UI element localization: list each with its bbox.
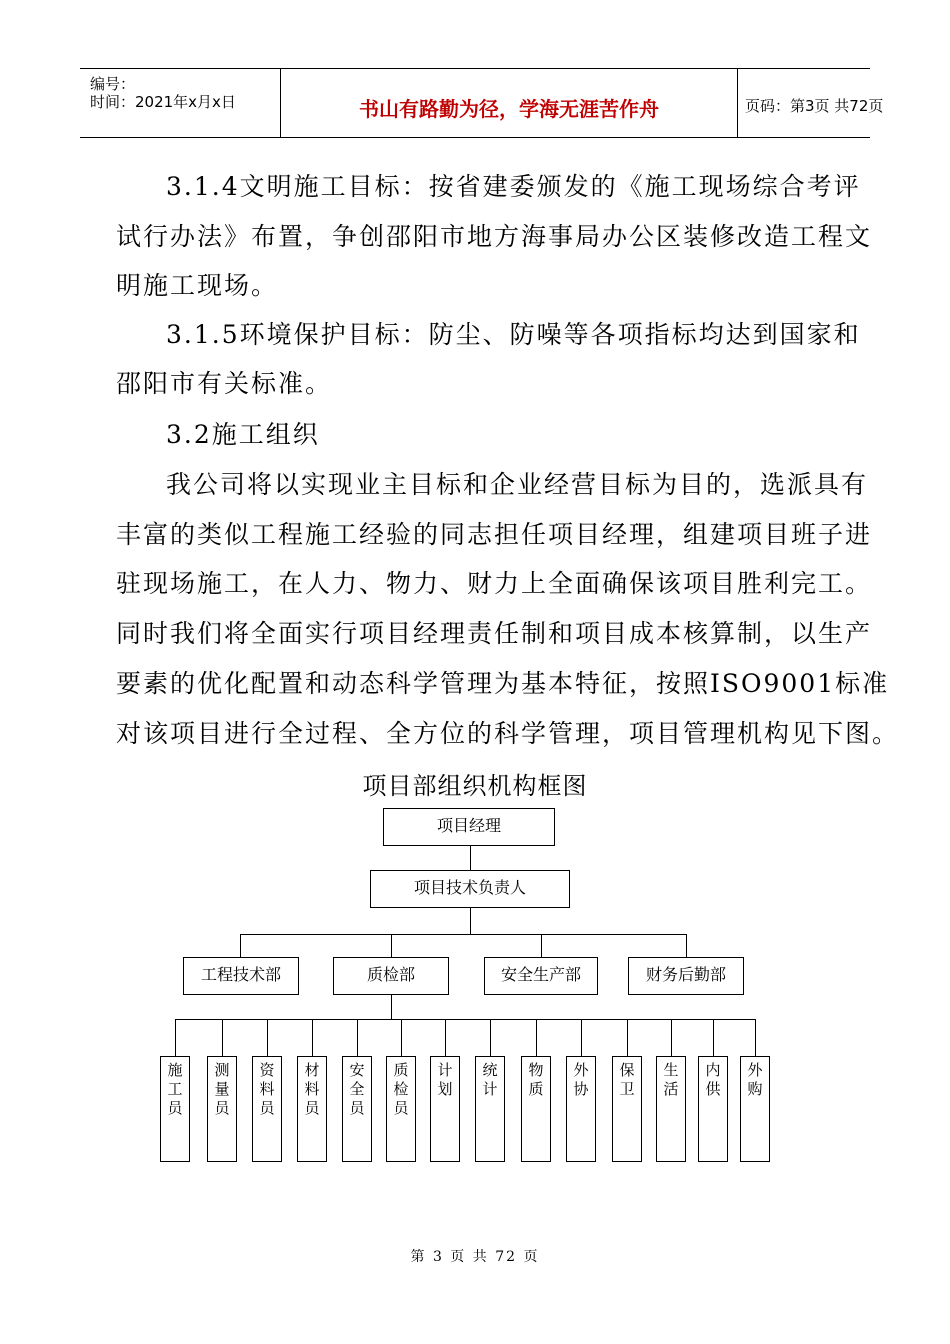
body-line: 3.1.5环境保护目标：防尘、防噪等各项指标均达到国家和 [166,320,861,349]
staff-char: 安 [349,1061,365,1079]
staff-char: 划 [437,1080,453,1098]
staff-char: 材 [304,1061,320,1079]
staff-char: 资 [259,1061,275,1079]
connector-line [713,1019,714,1056]
connector-line [445,1019,446,1056]
header-motto-cell [280,69,738,137]
staff-box [566,1056,596,1162]
org-chart-title: 项目部组织机构框图 [362,772,588,800]
staff-box [475,1056,505,1162]
staff-char: 员 [349,1099,365,1117]
staff-char: 员 [393,1099,409,1117]
department-box: 财务后勤部 [628,957,744,995]
department-box: 质检部 [333,957,449,995]
connector-line [401,1019,402,1056]
connector-line [391,995,392,1019]
connector-line [541,934,542,957]
connector-line [536,1019,537,1056]
time-label: 时间：2021年x月x日 [90,93,236,111]
connector-line [175,1019,176,1056]
department-box: 安全生产部 [484,957,598,995]
staff-box [207,1056,237,1162]
document-header [80,68,884,138]
staff-char: 购 [747,1080,763,1098]
staff-box [740,1056,770,1162]
staff-char: 保 [619,1061,635,1079]
connector-line [240,934,241,957]
staff-box [386,1056,416,1162]
connector-line [755,1019,756,1056]
staff-char: 协 [573,1080,589,1098]
project-manager-box: 项目经理 [383,808,555,846]
staff-char: 施 [167,1061,183,1079]
staff-char: 员 [167,1099,183,1117]
department-bus-line [240,934,686,935]
staff-box [342,1056,372,1162]
technical-lead-box: 项目技术负责人 [370,870,570,908]
connector-line [222,1019,223,1056]
staff-char: 量 [214,1080,230,1098]
staff-char: 内 [705,1061,721,1079]
section-heading: 3.2施工组织 [166,420,320,449]
staff-box [160,1056,190,1162]
staff-char: 计 [482,1080,498,1098]
connector-line [686,934,687,957]
connector-line [470,908,471,934]
staff-char: 员 [304,1099,320,1117]
staff-box [297,1056,327,1162]
staff-box [430,1056,460,1162]
department-box: 工程技术部 [183,957,299,995]
body-line: 试行办法》布置，争创邵阳市地方海事局办公区装修改造工程文 [116,222,873,251]
number-label: 编号： [90,75,136,93]
body-line: 同时我们将全面实行项目经理责任制和项目成本核算制，以生产 [116,619,873,648]
staff-char: 供 [705,1080,721,1098]
staff-char: 料 [304,1080,320,1098]
connector-line [391,934,392,957]
staff-char: 物 [528,1061,544,1079]
connector-line [357,1019,358,1056]
page-footer: 第 3 页 共 72 页 [410,1249,540,1265]
body-line: 丰富的类似工程施工经验的同志担任项目经理，组建项目班子进 [116,520,873,549]
staff-box [612,1056,642,1162]
header-meta-cell [80,69,280,137]
connector-line [267,1019,268,1056]
body-line: 要素的优化配置和动态科学管理为基本特征，按照ISO9001标准 [116,669,890,698]
connector-line [581,1019,582,1056]
staff-char: 质 [528,1080,544,1098]
page-info: 页码：第3页 共72页 [745,97,884,115]
staff-char: 卫 [619,1080,635,1098]
staff-char: 测 [214,1061,230,1079]
staff-char: 质 [393,1061,409,1079]
body-line: 邵阳市有关标准。 [116,369,333,398]
staff-char: 活 [663,1080,679,1098]
staff-char: 员 [214,1099,230,1117]
staff-box [521,1056,551,1162]
body-line: 我公司将以实现业主目标和企业经营目标为目的，选派具有 [166,470,869,499]
staff-char: 计 [437,1061,453,1079]
staff-char: 检 [393,1080,409,1098]
staff-char: 全 [349,1080,365,1098]
staff-char: 工 [167,1080,183,1098]
staff-char: 统 [482,1061,498,1079]
staff-char: 料 [259,1080,275,1098]
staff-box [698,1056,728,1162]
connector-line [490,1019,491,1056]
header-page-cell [737,69,884,137]
staff-bus-line [175,1019,755,1020]
connector-line [312,1019,313,1056]
connector-line [470,846,471,870]
staff-char: 生 [663,1061,679,1079]
staff-box [252,1056,282,1162]
body-line: 明施工现场。 [116,271,279,300]
staff-char: 员 [259,1099,275,1117]
body-line: 驻现场施工，在人力、物力、财力上全面确保该项目胜利完工。 [116,569,873,598]
staff-char: 外 [573,1061,589,1079]
body-line: 3.1.4文明施工目标：按省建委颁发的《施工现场综合考评 [166,172,861,201]
staff-box [656,1056,686,1162]
motto: 书山有路勤为径，学海无涯苦作舟 [359,97,659,121]
connector-line [627,1019,628,1056]
connector-line [671,1019,672,1056]
body-line: 对该项目进行全过程、全方位的科学管理，项目管理机构见下图。 [116,719,900,748]
staff-char: 外 [747,1061,763,1079]
